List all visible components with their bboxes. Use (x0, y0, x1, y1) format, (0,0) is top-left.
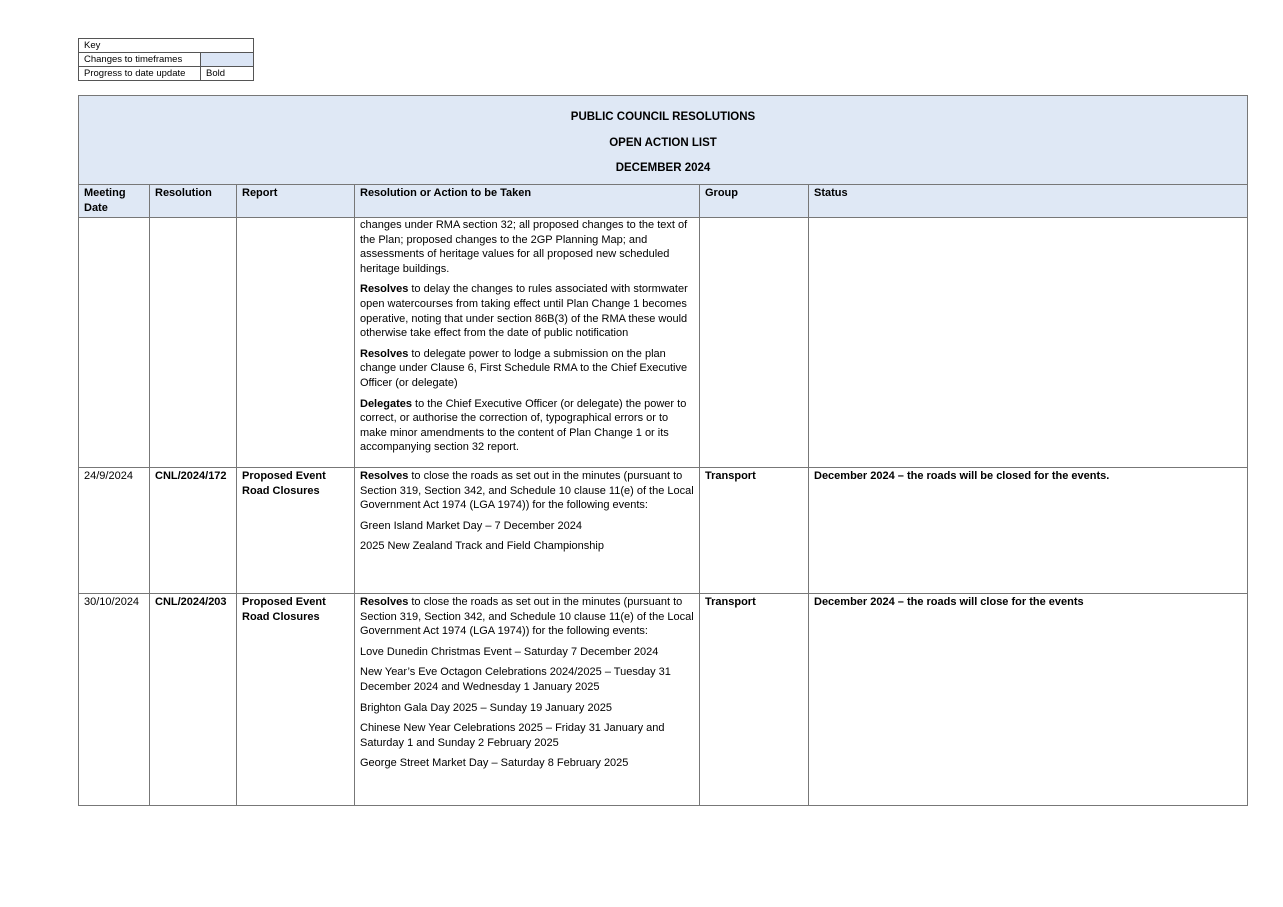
action-paragraph (360, 218, 694, 276)
table-row (79, 594, 1248, 806)
paragraph-lead: Resolves (360, 283, 409, 296)
key-title: Key (79, 39, 254, 53)
paragraph-lead: Resolves (360, 347, 409, 360)
action-paragraph (360, 595, 694, 639)
paragraph-text: New Year’s Eve Octagon Celebrations 2024/2025 – Tuesday 31 December 2024 and Wednesday 1 January 2025 (360, 666, 671, 693)
paragraph-text: to close the roads as set out in the minutes (pursuant to Section 319, Section 342, and Schedule 10 clause 11(e) of the Local Government Act 1974 (LGA 1974)) for the following events: (360, 596, 694, 638)
table-row (79, 468, 1248, 594)
meeting-date-cell: 24/9/2024 (79, 468, 150, 594)
action-list-table (78, 95, 1248, 806)
title-line-3: DECEMBER 2024 (615, 162, 711, 175)
group-cell (700, 218, 809, 468)
paragraph-text: to close the roads as set out in the minutes (pursuant to Section 319, Section 342, and Schedule 10 clause 11(e) of the Local Government Act 1974 (LGA 1974)) for the following events: (360, 470, 694, 512)
paragraph-lead: Resolves (360, 596, 409, 608)
paragraph-text: 2025 New Zealand Track and Field Championship (360, 540, 604, 553)
action-paragraph (360, 347, 694, 391)
key-label: Changes to timeframes (79, 53, 201, 67)
table-row (79, 218, 1248, 468)
paragraph-text: to the Chief Executive Officer (or delegate) the power to correct, or authorise the correction of, typographical errors or to make minor amendments to the content of Plan Change 1 or its accompanying section 32 report. (360, 397, 687, 454)
paragraph-text: George Street Market Day – Saturday 8 February 2025 (360, 757, 629, 770)
group-cell: Transport (700, 468, 809, 594)
resolution-cell (150, 218, 237, 468)
title-line-2: OPEN ACTION LIST (609, 136, 717, 149)
paragraph-text: Chinese New Year Celebrations 2025 – Friday 31 January and Saturday 1 and Sunday 2 February 2025 (360, 722, 665, 749)
action-paragraph (360, 701, 694, 716)
title-row (79, 96, 1248, 185)
col-header-resolution: Resolution (150, 185, 237, 218)
paragraph-text: to delegate power to lodge a submission on the plan change under Clause 6, First Schedule RMA to the Chief Executive Officer (or delegate) (360, 347, 688, 389)
paragraph-text: Brighton Gala Day 2025 – Sunday 19 January 2025 (360, 701, 612, 714)
action-paragraph (360, 539, 694, 554)
resolution-cell: CNL/2024/172 (150, 468, 237, 594)
status-cell (809, 218, 1248, 468)
action-cell (355, 218, 700, 468)
key-table (78, 38, 254, 81)
col-header-action: Resolution or Action to be Taken (355, 185, 700, 218)
action-paragraph (360, 282, 694, 340)
action-paragraph (360, 665, 694, 694)
paragraph-text: changes under RMA section 32; all proposed changes to the text of the Plan; proposed changes to the 2GP Planning Map; and assessments of heritage values for all proposed new scheduled heritage buildings. (360, 219, 688, 275)
paragraph-lead: Delegates (360, 397, 412, 410)
col-header-report: Report (237, 185, 355, 218)
action-cell (355, 468, 700, 594)
title-line-1: PUBLIC COUNCIL RESOLUTIONS (570, 111, 756, 123)
status-cell: December 2024 – the roads will be closed for the events. (809, 468, 1248, 594)
key-value-bold: Bold (201, 67, 254, 81)
report-cell: Proposed Event Road Closures (237, 594, 355, 806)
action-paragraph (360, 519, 694, 534)
col-header-status: Status (809, 185, 1248, 218)
report-cell (237, 218, 355, 468)
key-row (79, 53, 254, 67)
meeting-date-cell (79, 218, 150, 468)
action-paragraph (360, 397, 694, 455)
table-title (79, 96, 1248, 185)
group-cell: Transport (700, 594, 809, 806)
report-cell: Proposed Event Road Closures (237, 468, 355, 594)
paragraph-lead: Resolves (360, 470, 409, 482)
column-header-row (79, 185, 1248, 218)
action-cell (355, 594, 700, 806)
action-paragraph (360, 721, 694, 750)
col-header-group: Group (700, 185, 809, 218)
key-swatch-changes (201, 53, 254, 67)
action-paragraph (360, 756, 694, 771)
key-label: Progress to date update (79, 67, 201, 81)
paragraph-text: Love Dunedin Christmas Event – Saturday 7 December 2024 (360, 645, 659, 658)
action-paragraph (360, 469, 694, 513)
key-row (79, 67, 254, 81)
resolution-cell: CNL/2024/203 (150, 594, 237, 806)
meeting-date-cell: 30/10/2024 (79, 594, 150, 806)
action-paragraph (360, 645, 694, 660)
paragraph-text: to delay the changes to rules associated with stormwater open watercourses from taking effect until Plan Change 1 becomes operative, noting that under section 86B(3) of the RMA these would otherwise take effect from the date of public notification (360, 283, 688, 340)
col-header-meeting-date: Meeting Date (79, 185, 150, 218)
paragraph-text: Green Island Market Day – 7 December 2024 (360, 519, 582, 532)
status-cell: December 2024 – the roads will close for the events (809, 594, 1248, 806)
key-header-row (79, 39, 254, 53)
